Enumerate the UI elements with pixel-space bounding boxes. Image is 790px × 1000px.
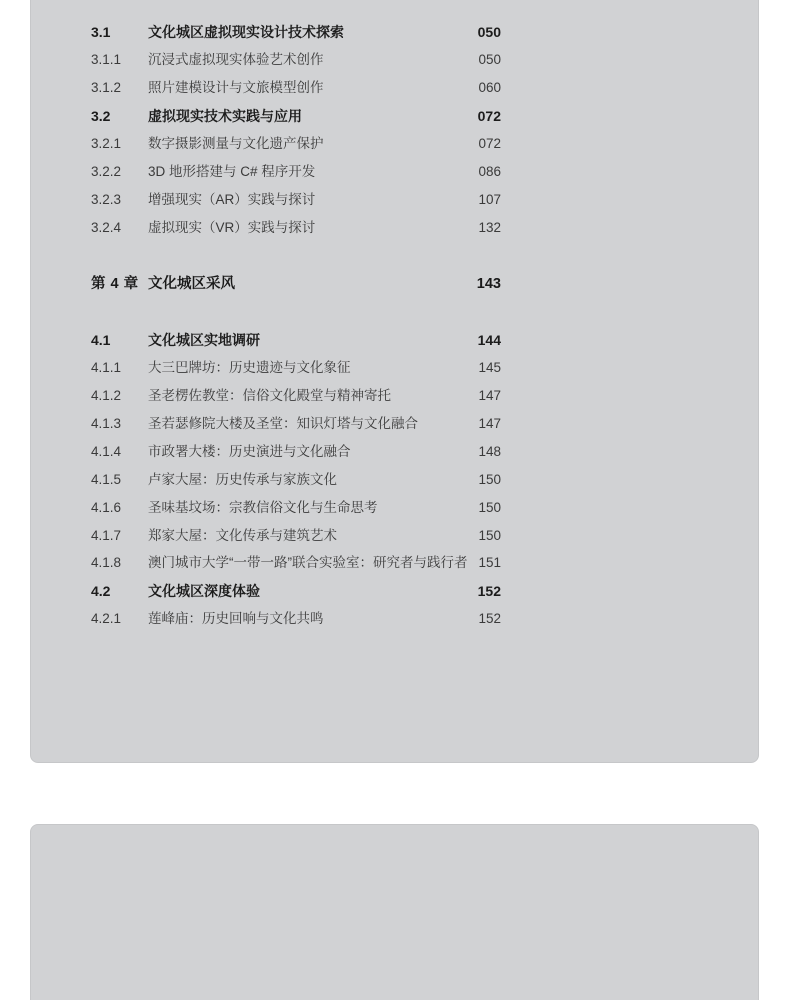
toc-entry-page: 152	[478, 611, 501, 626]
toc-entry-page: 072	[478, 136, 501, 151]
toc-entry-number: 4.1.4	[91, 444, 122, 459]
toc-entry-number: 3.1	[91, 24, 111, 40]
toc-entry-title: 文化城区虚拟现实设计技术探索	[148, 24, 344, 40]
toc-entry[interactable]	[91, 133, 501, 155]
toc-entry-number: 4.2.1	[91, 611, 122, 626]
toc-entry-number: 3.2.1	[91, 136, 122, 151]
toc-entry-number: 4.1.5	[91, 472, 122, 487]
toc-entry-number: 4.1.8	[91, 555, 122, 570]
toc-entry-title: 圣若瑟修院大楼及圣堂：知识灯塔与文化融合	[148, 416, 418, 431]
toc-entry-title: 圣老楞佐教堂：信俗文化殿堂与精神寄托	[148, 388, 391, 403]
toc-entry-number: 3.2.2	[91, 164, 122, 179]
toc-entry-page: 147	[478, 388, 501, 403]
toc-entry[interactable]	[91, 608, 501, 630]
toc-entry-title: 市政署大楼：历史演进与文化融合	[148, 444, 351, 459]
toc-entry-number: 4.2	[91, 583, 111, 599]
toc-entry-title: 郑家大屋：文化传承与建筑艺术	[148, 528, 337, 543]
toc-entry-page: 150	[478, 472, 501, 487]
toc-entry-page: 107	[478, 192, 501, 207]
toc-entry-title: 大三巴牌坊：历史遗迹与文化象征	[148, 360, 351, 375]
toc-entry-title: 虚拟现实（VR）实践与探讨	[148, 220, 316, 235]
toc-entry[interactable]	[91, 497, 501, 519]
toc-entry-page: 145	[478, 360, 501, 375]
toc-entry-title: 照片建模设计与文旅模型创作	[148, 80, 324, 95]
toc-entry[interactable]	[91, 161, 501, 183]
toc-card	[30, 0, 759, 763]
toc-entry[interactable]	[91, 49, 501, 71]
toc-entry-page: 151	[478, 555, 501, 570]
toc-entry[interactable]	[91, 525, 501, 547]
toc-entry-page: 152	[477, 583, 501, 599]
toc-entry-number: 第 4 章	[91, 276, 139, 292]
toc-entry[interactable]	[91, 441, 501, 463]
toc-entry-page: 150	[478, 500, 501, 515]
toc-entry-page: 144	[477, 332, 501, 348]
toc-entry-title: 虚拟现实技术实践与应用	[148, 108, 302, 124]
toc-entry-page: 060	[478, 80, 501, 95]
toc-entry[interactable]	[91, 580, 501, 602]
toc-entry-number: 4.1.6	[91, 500, 122, 515]
toc-entry[interactable]	[91, 385, 501, 407]
toc-entry[interactable]	[91, 329, 501, 351]
toc-entry[interactable]	[91, 273, 501, 295]
toc-entry[interactable]	[91, 21, 501, 43]
next-card	[30, 824, 759, 1000]
toc-entry-page: 050	[477, 24, 501, 40]
toc-entry[interactable]	[91, 357, 501, 379]
toc-entry[interactable]	[91, 189, 501, 211]
toc-entry-title: 3D 地形搭建与 C# 程序开发	[148, 164, 316, 179]
toc-entry-page: 143	[476, 276, 501, 292]
toc-entry[interactable]	[91, 552, 501, 574]
toc-entry-page: 148	[478, 444, 501, 459]
toc-entry-number: 3.2.3	[91, 192, 122, 207]
toc-entry[interactable]	[91, 105, 501, 127]
toc-entry-page: 147	[478, 416, 501, 431]
toc-entry-number: 3.2.4	[91, 220, 122, 235]
toc-entry-title: 圣味基坟场：宗教信俗文化与生命思考	[148, 500, 378, 515]
toc-entry-number: 4.1.2	[91, 388, 122, 403]
toc-entry-number: 4.1.3	[91, 416, 122, 431]
toc-entry-page: 086	[478, 164, 501, 179]
toc-entry-number: 3.1.2	[91, 80, 122, 95]
toc-entry-page: 150	[478, 528, 501, 543]
toc-entry[interactable]	[91, 77, 501, 99]
toc-entry-number: 4.1.7	[91, 528, 122, 543]
toc-entry-title: 莲峰庙：历史回响与文化共鸣	[148, 611, 324, 626]
toc-entry-page: 050	[478, 52, 501, 67]
toc-entry[interactable]	[91, 217, 501, 239]
toc-entry-page: 072	[477, 108, 501, 124]
toc-entry-number: 3.1.1	[91, 52, 122, 67]
toc-entry[interactable]	[91, 413, 501, 435]
toc-entry-title: 增强现实（AR）实践与探讨	[148, 192, 316, 207]
toc-entry-page: 132	[478, 220, 501, 235]
toc-entry-number: 3.2	[91, 108, 111, 124]
toc-entry-title: 卢家大屋：历史传承与家族文化	[148, 472, 337, 487]
toc-entry-number: 4.1.1	[91, 360, 122, 375]
toc-entry-title: 文化城区深度体验	[148, 583, 260, 599]
toc-entry-title: 沉浸式虚拟现实体验艺术创作	[148, 52, 324, 67]
toc-entry-title: 数字摄影测量与文化遗产保护	[148, 136, 324, 151]
toc-entry-title: 澳门城市大学“一带一路”联合实验室：研究者与践行者	[148, 555, 468, 570]
toc-entry[interactable]	[91, 469, 501, 491]
toc-entry-number: 4.1	[91, 332, 111, 348]
toc-entry-title: 文化城区采风	[148, 276, 235, 292]
toc-entry-title: 文化城区实地调研	[148, 332, 260, 348]
